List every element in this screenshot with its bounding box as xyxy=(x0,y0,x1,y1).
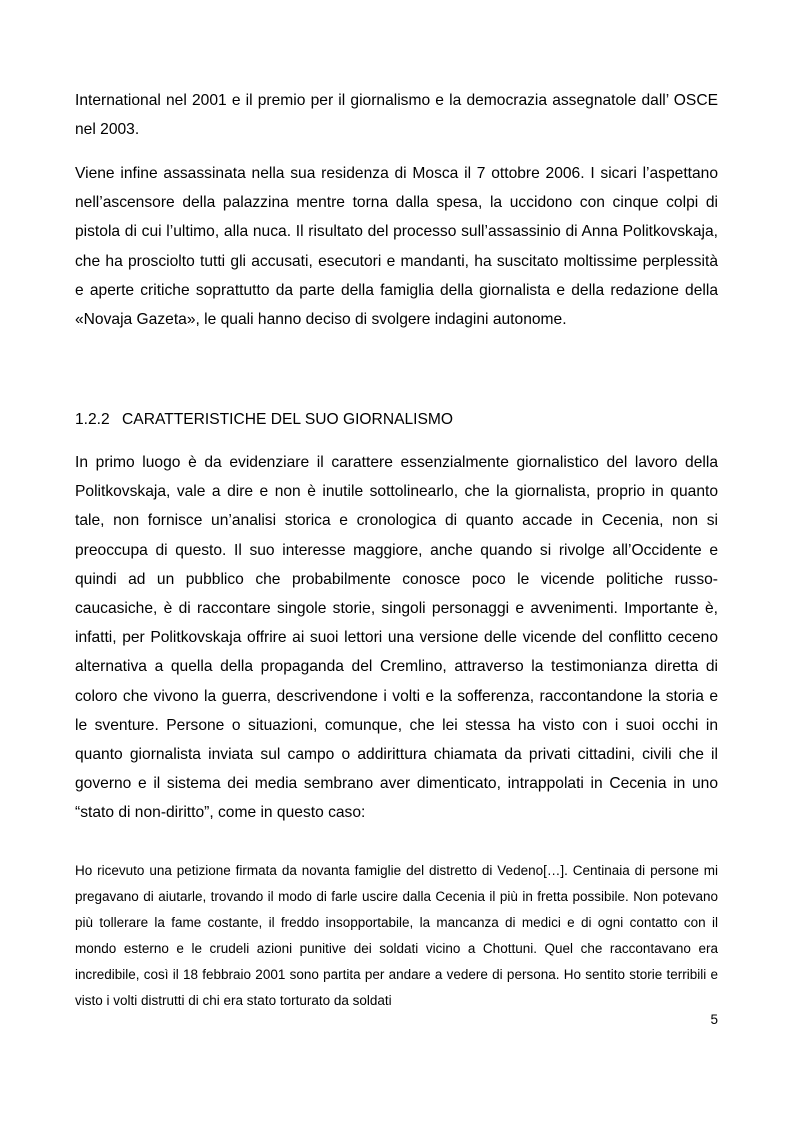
paragraph-journalism-characteristics: In primo luogo è da evidenziare il carattere essenzialmente giornalistico del lavoro della Politkovskaja, vale a dire e non è inutile sottolinearlo, che la giornalista, proprio in quanto tale, non fornisce un’analisi storica e cronologica di quanto accade in Cecenia, non si preoccupa di questo. Il suo interesse maggiore, anche quando si rivolge all’Occidente e quindi ad un pubblico che probabilmente conosce poco le vicende politiche russo-caucasiche, è di raccontare singole storie, singoli personaggi e avvenimenti. Importante è, infatti, per Politkovskaja offrire ai suoi lettori una versione delle vicende del conflitto ceceno alternativa a quella della propaganda del Cremlino, attraverso la testimonianza diretta di coloro che vivono la guerra, descrivendone i volti e la sofferenza, raccontandone la storia e le sventure. Persone o situazioni, comunque, che lei stessa ha visto con i suoi occhi in quanto giornalista inviata sul campo o addirittura chiamata da privati cittadini, civili che il governo e il sistema dei media sembrano aver dimenticato, intrappolati in Cecenia in uno “stato di non-diritto”, come in questo caso: xyxy=(75,454,718,822)
section-heading xyxy=(75,405,718,434)
block-quote: Ho ricevuto una petizione firmata da novanta famiglie del distretto di Vedeno[…]. Centinaia di persone mi pregavano di aiutarle, trovando il modo di farle uscire dalla Cecenia il più in fretta possibile. Non potevano più tollerare la fame costante, il freddo insopportabile, la mancanza di medici e di ogni contatto con il mondo esterno e le crudeli azioni punitive dei soldati vicino a Chottuni. Quel che raccontavano era incredibile, così il 18 febbraio 2001 sono partita per andare a vedere di persona. Ho sentito storie terribili e visto i volti distrutti di chi era stato torturato da soldati xyxy=(75,863,718,1008)
section-number: 1.2.2 xyxy=(75,411,110,428)
page-number: 5 xyxy=(710,1012,718,1027)
paragraph-assassination: Viene infine assassinata nella sua residenza di Mosca il 7 ottobre 2006. I sicari l’aspettano nell’ascensore della palazzina mentre torna dalla spesa, la uccidono con cinque colpi di pistola di cui l’ultimo, alla nuca. Il risultato del processo sull’assassinio di Anna Politkovskaja, che ha prosciolto tutti gli accusati, esecutori e mandanti, ha suscitato moltissime perplessità e aperte critiche soprattutto da parte della famiglia della giornalista e della redazione della «Novaja Gazeta», le quali hanno deciso di svolgere indagini autonome. xyxy=(75,165,718,329)
section-title: CARATTERISTICHE DEL SUO GIORNALISMO xyxy=(122,411,454,428)
paragraph-awards: International nel 2001 e il premio per il giornalismo e la democrazia assegnatole dall’ OSCE nel 2003. xyxy=(75,92,718,139)
